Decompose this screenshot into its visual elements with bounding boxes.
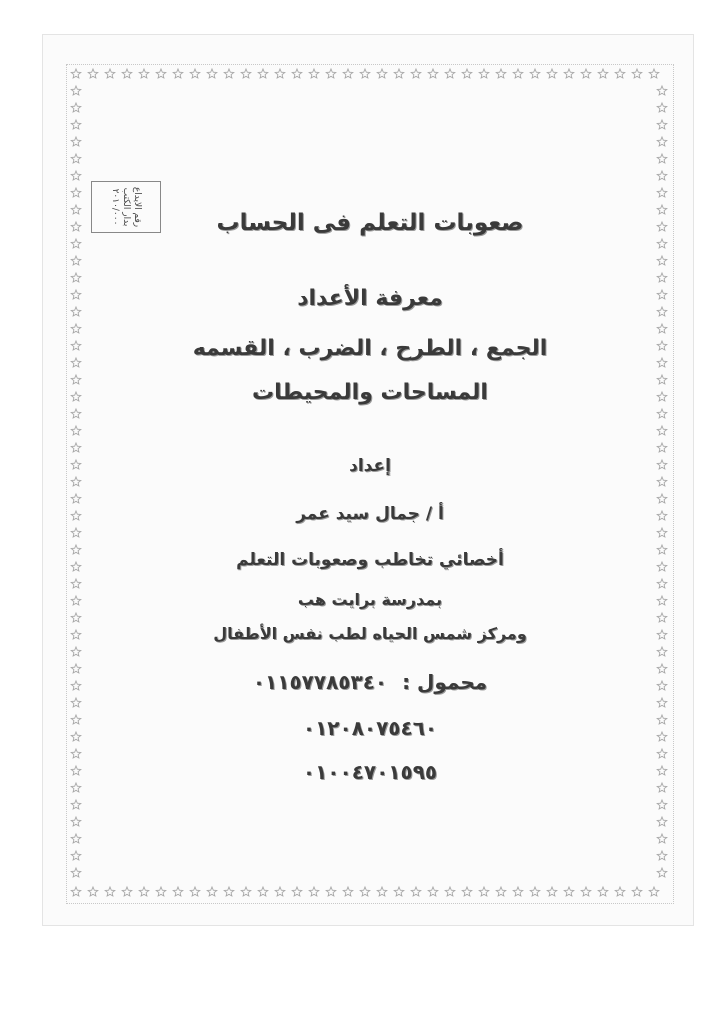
border-star-icon — [657, 239, 667, 248]
border-star-icon — [632, 887, 642, 896]
border-star-icon — [343, 887, 353, 896]
author-center: ومركز شمس الحياه لطب نفس الأطفال — [213, 624, 527, 643]
border-star-icon — [657, 613, 667, 622]
border-star-icon — [71, 154, 81, 163]
author-role: أخصائي تخاطب وصعوبات التعلم — [236, 550, 504, 570]
border-star-icon — [292, 887, 302, 896]
border-star-icon — [513, 69, 523, 78]
border-star-icon — [71, 120, 81, 129]
border-star-icon — [360, 69, 370, 78]
border-star-icon — [190, 887, 200, 896]
stamp-line-3: ٢٠١٠/٠٠٠ — [110, 188, 121, 226]
border-star-icon — [657, 749, 667, 758]
border-star-icon — [258, 887, 268, 896]
border-star-icon — [657, 494, 667, 503]
border-star-icon — [657, 324, 667, 333]
border-star-icon — [275, 887, 285, 896]
border-star-icon — [88, 69, 98, 78]
border-star-icon — [657, 137, 667, 146]
border-star-icon — [71, 86, 81, 95]
border-star-icon — [615, 69, 625, 78]
border-star-icon — [657, 443, 667, 452]
border-star-icon — [71, 749, 81, 758]
border-star-icon — [632, 69, 642, 78]
border-star-icon — [530, 887, 540, 896]
author-name: أ / جمال سيد عمر — [296, 504, 444, 524]
border-star-icon — [275, 69, 285, 78]
border-star-icon — [649, 887, 659, 896]
border-star-icon — [71, 324, 81, 333]
border-star-icon — [71, 800, 81, 809]
phone-label: محمول : — [402, 670, 488, 694]
border-star-icon — [71, 698, 81, 707]
border-star-icon — [71, 887, 81, 896]
border-star-icon — [71, 171, 81, 180]
border-star-icon — [309, 887, 319, 896]
border-star-icon — [581, 887, 591, 896]
border-star-icon — [657, 817, 667, 826]
phone-row-1 — [80, 670, 660, 694]
border-star-icon — [530, 69, 540, 78]
border-star-icon — [615, 887, 625, 896]
border-star-icon — [657, 409, 667, 418]
border-star-icon — [88, 887, 98, 896]
border-star-icon — [207, 887, 217, 896]
stamp-line-1: رقم الايداع — [132, 186, 143, 228]
border-star-icon — [377, 887, 387, 896]
border-star-icon — [445, 69, 455, 78]
border-star-icon — [71, 256, 81, 265]
phone-number-1: ٠١١٥٧٧٨٥٣٤٠ — [252, 670, 388, 694]
border-star-icon — [411, 69, 421, 78]
stamp-line-2: بدار الكتب — [121, 187, 132, 227]
border-star-icon — [479, 69, 489, 78]
border-star-icon — [462, 69, 472, 78]
border-star-icon — [71, 851, 81, 860]
border-star-icon — [105, 69, 115, 78]
border-star-icon — [71, 579, 81, 588]
border-star-icon — [71, 426, 81, 435]
border-star-icon — [173, 887, 183, 896]
border-star-icon — [258, 69, 268, 78]
border-star-icon — [428, 69, 438, 78]
author-school: بمدرسة برايت هب — [297, 590, 443, 609]
border-star-icon — [71, 239, 81, 248]
border-star-icon — [122, 887, 132, 896]
border-star-icon — [71, 443, 81, 452]
border-star-icon — [71, 817, 81, 826]
border-star-icon — [657, 579, 667, 588]
border-star-icon — [496, 887, 506, 896]
border-star-icon — [71, 103, 81, 112]
border-star-icon — [71, 647, 81, 656]
border-star-icon — [71, 613, 81, 622]
border-star-icon — [657, 477, 667, 486]
book-title: صعوبات التعلم فى الحساب — [216, 210, 524, 236]
border-star-icon — [547, 69, 557, 78]
border-star-icon — [657, 868, 667, 877]
border-star-icon — [207, 69, 217, 78]
topic-operations: الجمع ، الطرح ، الضرب ، القسمه — [192, 336, 548, 361]
border-star-icon — [547, 887, 557, 896]
border-star-icon — [657, 120, 667, 129]
border-star-icon — [657, 800, 667, 809]
border-star-icon — [657, 256, 667, 265]
border-star-icon — [71, 783, 81, 792]
border-star-icon — [513, 887, 523, 896]
border-star-icon — [377, 69, 387, 78]
border-star-icon — [657, 273, 667, 282]
border-star-icon — [598, 69, 608, 78]
border-star-icon — [657, 834, 667, 843]
border-star-icon — [71, 494, 81, 503]
border-star-icon — [657, 171, 667, 180]
border-star-icon — [657, 103, 667, 112]
border-star-icon — [105, 887, 115, 896]
phone-number-3: ٠١٠٠٤٧٠١٥٩٥ — [302, 760, 438, 784]
border-star-icon — [326, 69, 336, 78]
border-star-icon — [657, 188, 667, 197]
border-star-icon — [122, 69, 132, 78]
border-star-icon — [309, 69, 319, 78]
border-star-icon — [411, 887, 421, 896]
border-star-icon — [292, 69, 302, 78]
border-star-icon — [394, 887, 404, 896]
border-star-icon — [71, 477, 81, 486]
border-star-icon — [657, 783, 667, 792]
border-star-icon — [657, 647, 667, 656]
border-star-icon — [71, 137, 81, 146]
border-star-icon — [649, 69, 659, 78]
border-star-icon — [71, 868, 81, 877]
border-star-icon — [462, 887, 472, 896]
border-star-icon — [657, 528, 667, 537]
border-star-icon — [496, 69, 506, 78]
border-star-icon — [190, 69, 200, 78]
border-star-icon — [71, 188, 81, 197]
border-star-icon — [657, 426, 667, 435]
topic-numbers: معرفة الأعداد — [297, 286, 443, 311]
border-star-icon — [71, 834, 81, 843]
border-star-icon — [139, 887, 149, 896]
phone-number-2: ٠١٢٠٨٠٧٥٤٦٠ — [302, 716, 438, 740]
border-star-icon — [564, 887, 574, 896]
border-star-icon — [598, 887, 608, 896]
border-star-icon — [657, 698, 667, 707]
border-star-icon — [241, 69, 251, 78]
border-star-icon — [360, 887, 370, 896]
border-star-icon — [445, 887, 455, 896]
prepared-by-label: إعداد — [349, 456, 391, 476]
border-star-icon — [581, 69, 591, 78]
border-star-icon — [156, 887, 166, 896]
border-star-icon — [224, 887, 234, 896]
border-star-icon — [173, 69, 183, 78]
border-star-icon — [657, 154, 667, 163]
border-star-icon — [71, 69, 81, 78]
border-star-icon — [394, 69, 404, 78]
border-star-icon — [343, 69, 353, 78]
border-star-icon — [657, 86, 667, 95]
border-star-icon — [428, 887, 438, 896]
border-star-icon — [71, 273, 81, 282]
border-star-icon — [241, 887, 251, 896]
border-star-icon — [326, 887, 336, 896]
border-star-icon — [139, 69, 149, 78]
border-star-icon — [564, 69, 574, 78]
border-star-icon — [71, 528, 81, 537]
border-star-icon — [657, 851, 667, 860]
border-star-icon — [71, 409, 81, 418]
topic-areas: المساحات والمحيطات — [252, 380, 488, 405]
border-star-icon — [479, 887, 489, 896]
border-star-icon — [224, 69, 234, 78]
border-star-icon — [156, 69, 166, 78]
